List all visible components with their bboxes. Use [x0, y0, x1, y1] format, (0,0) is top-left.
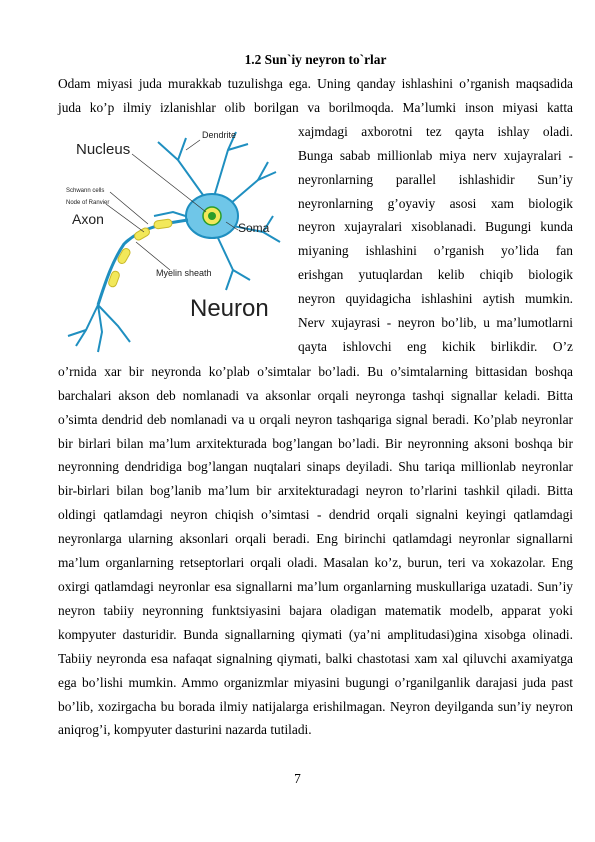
document-page	[58, 50, 573, 742]
schwann-label: Schwann cells	[66, 187, 105, 194]
page-number: 7	[294, 771, 301, 786]
myelin-label: Myelin sheath	[156, 267, 212, 278]
neuron-figure	[58, 120, 284, 360]
side-text	[298, 120, 573, 360]
side-line: Bunga sabab millionlab miya nerv xujayralari -	[298, 147, 573, 163]
side-line: qayta ishlovchi eng kichik birlikdir. O’z	[298, 338, 573, 354]
ranvier-label: Node of Ranvier	[66, 199, 110, 206]
section-title: 1.2 Sun`iy neyron to`rlar	[244, 52, 387, 67]
axon-terminals	[68, 305, 130, 352]
neuron-label: Neuron	[190, 294, 269, 322]
side-line: neyronlarning g’oyaviy asosi xam biologik	[298, 195, 573, 211]
nucleus-label: Nucleus	[76, 140, 131, 158]
side-line: xajmdagi axborotni tez qayta ishlay oladi.	[298, 123, 573, 139]
side-line: neyron xujayralari xisoblanadi. Bugungi kunda	[298, 219, 573, 235]
side-line: neyronlarning parallel ishlashidir Sun’iy	[298, 171, 573, 187]
side-line: neyron quyidagicha ishlashini aytish mumkin.	[298, 291, 573, 307]
axon-label: Axon	[72, 210, 104, 227]
nucleolus-shape	[208, 212, 216, 220]
soma-label: Soma	[238, 220, 270, 235]
dendrite-label: Dendrite	[202, 129, 237, 140]
figure-wrap	[58, 120, 573, 360]
lead-line-1: Odam miyasi juda murakkab tuzulishga ega. Uning qanday ishlashini o’rganish maqsadida	[58, 76, 573, 91]
lead-line-2: juda ko’p ilmiy izlanishlar olib borilgan va borilmoqda. Ma’lumki inson miyasi katta	[58, 99, 573, 115]
side-line: miyaning ishlashini o’rganish yo’lida fan	[298, 243, 573, 259]
side-line: erishgan yutuqlardan kelib chiqib biologik	[298, 267, 573, 283]
side-line: Nerv xujayrasi - neyron bo’lib, u ma’lumotlarni	[298, 315, 573, 331]
body-paragraph: o’rnida xar bir neyronda ko’plab o’simtalar bo’ladi. Bu o’simtalarning bittasidan boshqa barchalari akson deb nomlanadi va aksonlar orqali neyronga tashqi signallar keladi. Bitta o’simta dendrid deb nomlanadi va u orqali neyron tashqariga signal beradi. Ko’plab neyronlar bir birlari bilan ma’lum arxitekturada bog’langan bo’ladi. Bir neyronning aksoni boshqa bir neyronning dendridiga bog’langan nuqtalari sinaps deyiladi. Shu tariqa millionlab neyronlar bir-birlari bilan bog’lanib ma’lum bir arxitekturadagi neyron to’rlarini tashkil qiladi. Bitta oldingi qatlamdagi neyron chiqish o’simtasi - dendrid orqali signalni keyingi qatlamdagi neyronlarga ularning aksonlari orqali beradi. Eng birinchi qatlamdagi neyronlar signallarni ma’lum organlarning retseptorlari orqali oladi. Masalan ko’z, burun, teri va xokazolar. Eng oxirgi qatlamdagi neyronlar esa signallarni ma’lum organlarning muskullariga uzatadi. Sun’iy neyron tabiiy neyronning funktsiyasini bajara oladigan matematik modelb, apparat yoki kompyuter dasturidir. Bunda signallarning qiymati (ya’ni amplitudasi)gina xisobga olinadi. Tabiiy neyronda esa nafaqat signalning qiymati, balki chastotasi xam xal qiluvchi axamiyatga ega bo’lishi mumkin. Ammo organizmlar miyasini bugungi o’rganilganlik darajasi juda past bo’lib, xozirgacha bu borada ilmiy natijalarga erishilmagan. Neyron deyilganda sun’iy neyron aniqrog’i, kompyuter dasturini nazarda tutiladi.	[58, 363, 573, 738]
neuron-diagram	[58, 120, 284, 360]
